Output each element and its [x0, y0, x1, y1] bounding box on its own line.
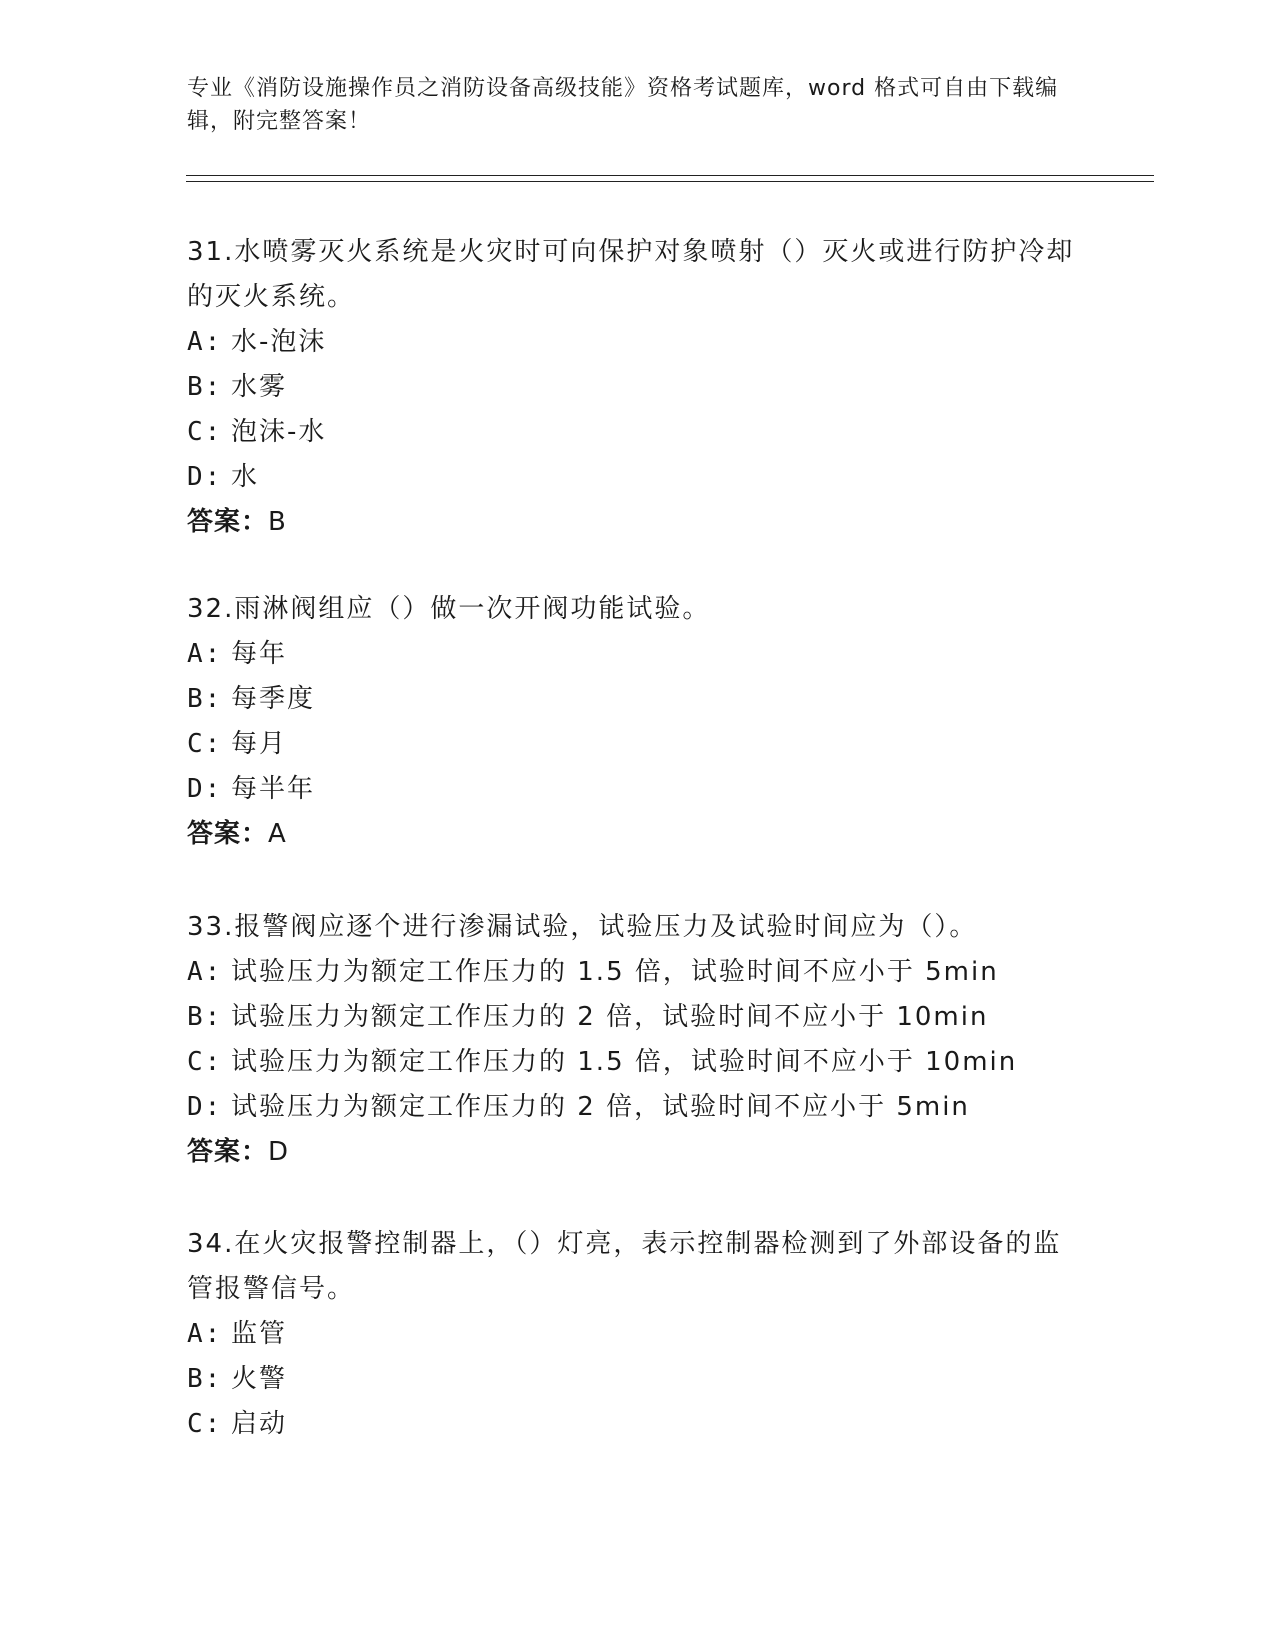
- option-text: 启动: [231, 1409, 288, 1439]
- option-a: [187, 1312, 1087, 1357]
- answer-value: A: [268, 819, 287, 849]
- option-c: [187, 410, 1087, 455]
- question-31: [187, 230, 1087, 545]
- option-text: 试验压力为额定工作压力的 1.5 倍，试验时间不应小于 10min: [231, 1047, 1018, 1077]
- option-text: 每月: [231, 729, 288, 759]
- option-a: [187, 632, 1087, 677]
- option-a: [187, 950, 1087, 995]
- answer-value: D: [268, 1137, 290, 1167]
- document-header: 专业《消防设施操作员之消防设备高级技能》资格考试题库，word 格式可自由下载编辑，附完整答案！: [187, 76, 1059, 134]
- option-d: [187, 455, 1087, 500]
- header-divider-bottom: [186, 181, 1154, 182]
- option-letter: A:: [187, 1319, 223, 1349]
- option-text: 每年: [231, 639, 288, 669]
- option-text: 试验压力为额定工作压力的 2 倍，试验时间不应小于 5min: [231, 1092, 970, 1122]
- option-text: 火警: [231, 1364, 288, 1394]
- option-b: [187, 1357, 1087, 1402]
- question-32: [187, 587, 1087, 857]
- answer-line: [187, 500, 1087, 545]
- option-letter: A:: [187, 639, 223, 669]
- option-b: [187, 365, 1087, 410]
- option-d: [187, 1085, 1087, 1130]
- option-letter: B:: [187, 684, 223, 714]
- option-letter: D:: [187, 774, 223, 804]
- answer-line: [187, 1130, 1087, 1175]
- option-text: 每季度: [231, 684, 316, 714]
- header-divider-top: [186, 175, 1154, 176]
- option-text: 每半年: [231, 774, 316, 804]
- option-letter: A:: [187, 327, 223, 357]
- question-stem: 32.雨淋阀组应（）做一次开阀功能试验。: [187, 594, 711, 624]
- option-letter: C:: [187, 1047, 223, 1077]
- question-stem: 34.在火灾报警控制器上，（）灯亮，表示控制器检测到了外部设备的监管报警信号。: [187, 1229, 1062, 1304]
- option-text: 水雾: [231, 372, 288, 402]
- option-letter: C:: [187, 417, 223, 447]
- option-letter: B:: [187, 1364, 223, 1394]
- option-b: [187, 995, 1087, 1040]
- answer-value: B: [268, 507, 287, 537]
- option-letter: C:: [187, 1409, 223, 1439]
- answer-label: 答案：: [187, 507, 269, 537]
- option-c: [187, 722, 1087, 767]
- question-stem: 33.报警阀应逐个进行渗漏试验，试验压力及试验时间应为（）。: [187, 912, 978, 942]
- option-c: [187, 1402, 1087, 1447]
- answer-label: 答案：: [187, 1137, 269, 1167]
- option-letter: D:: [187, 462, 223, 492]
- option-letter: B:: [187, 372, 223, 402]
- option-text: 水-泡沫: [231, 327, 327, 357]
- option-letter: D:: [187, 1092, 223, 1122]
- answer-line: [187, 812, 1087, 857]
- answer-label: 答案：: [187, 819, 269, 849]
- option-text: 水: [231, 462, 260, 492]
- question-33: [187, 905, 1087, 1175]
- option-text: 监管: [231, 1319, 288, 1349]
- option-a: [187, 320, 1087, 365]
- option-letter: B:: [187, 1002, 223, 1032]
- option-text: 试验压力为额定工作压力的 2 倍，试验时间不应小于 10min: [231, 1002, 989, 1032]
- option-d: [187, 767, 1087, 812]
- option-b: [187, 677, 1087, 722]
- question-stem: 31.水喷雾灭火系统是火灾时可向保护对象喷射（）灭火或进行防护冷却的灭火系统。: [187, 237, 1075, 312]
- option-text: 试验压力为额定工作压力的 1.5 倍，试验时间不应小于 5min: [231, 957, 999, 987]
- option-text: 泡沫-水: [231, 417, 327, 447]
- option-letter: C:: [187, 729, 223, 759]
- option-letter: A:: [187, 957, 223, 987]
- option-c: [187, 1040, 1087, 1085]
- question-34: [187, 1222, 1087, 1447]
